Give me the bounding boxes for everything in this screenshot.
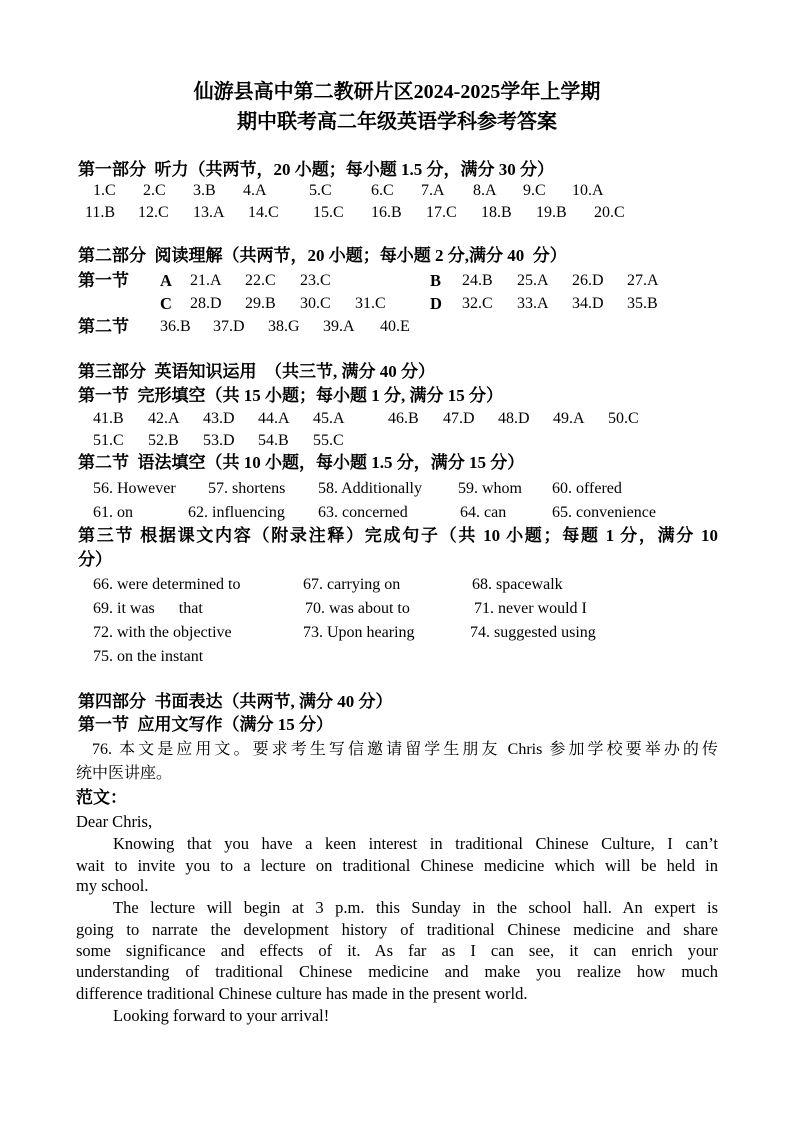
- essay-paragraph-line: The lecture will begin at 3 p.m. this Sunday in the school hall. An expert is: [113, 898, 718, 917]
- answer-item: 28.D: [190, 295, 222, 312]
- part3-section3-row: [0, 575, 794, 595]
- answer-item: 67. carrying on: [303, 576, 401, 593]
- section-label: 第二节: [78, 317, 129, 336]
- part3-section2-row: [0, 479, 794, 499]
- part4-section1-heading: 第一节 应用文写作（满分 15 分）: [78, 715, 333, 734]
- part1-heading: 第一部分 听力（共两节，20 小题；每小题 1.5 分，满分 30 分）: [78, 160, 554, 179]
- part1-answer-row: [0, 181, 794, 201]
- answer-item: 40.E: [380, 318, 410, 335]
- answer-item: 45.A: [313, 410, 345, 427]
- answer-item: 55.C: [313, 432, 344, 449]
- essay-paragraph-line: Knowing that you have a keen interest in traditional Chinese Culture, I can’t: [113, 834, 718, 853]
- answer-item: 17.C: [426, 204, 457, 221]
- answer-item: 13.A: [193, 204, 225, 221]
- answer-item: 57. shortens: [208, 480, 286, 497]
- answer-item: 48.D: [498, 410, 530, 427]
- essay-paragraph-line: some significance and effects of it. As far as I can see, it can enrich your: [76, 941, 718, 960]
- part3-section3-row: [0, 623, 794, 643]
- answer-item: 46.B: [388, 410, 419, 427]
- answer-item: 71. never would I: [474, 600, 587, 617]
- answer-item: 1.C: [93, 182, 116, 199]
- answer-item: 37.D: [213, 318, 245, 335]
- answer-item: 5.C: [309, 182, 332, 199]
- answer-item: 63. concerned: [318, 504, 408, 521]
- task-description-line: 统中医讲座。: [76, 765, 173, 782]
- answer-item: 49.A: [553, 410, 585, 427]
- letter-salutation: Dear Chris,: [76, 812, 153, 831]
- essay-paragraph-line: understanding of traditional Chinese medicine and make you realize how much: [76, 962, 718, 981]
- answer-item: 56. However: [93, 480, 176, 497]
- answer-item: 3.B: [193, 182, 216, 199]
- essay-paragraph-line: going to narrate the development history of traditional Chinese medicine and share: [76, 920, 718, 939]
- answer-item: 8.A: [473, 182, 497, 199]
- answer-item: 51.C: [93, 432, 124, 449]
- part1-answer-row: [0, 203, 794, 223]
- answer-item: 16.B: [371, 204, 402, 221]
- answer-item: 52.B: [148, 432, 179, 449]
- essay-paragraph-line: my school.: [76, 876, 149, 895]
- answer-item: 11.B: [85, 204, 116, 221]
- answer-item: 42.A: [148, 410, 180, 427]
- part2-heading: 第二部分 阅读理解（共两节，20 小题；每小题 2 分,满分 40 分）: [78, 246, 567, 265]
- answer-item: 26.D: [572, 272, 604, 289]
- essay-paragraph-line: difference traditional Chinese culture has made in the present world.: [76, 984, 528, 1003]
- answer-item: 20.C: [594, 204, 625, 221]
- part3-section3-heading: 第三节 根据课文内容（附录注释）完成句子（共 10 小题；每题 1 分，满分 10: [78, 526, 718, 545]
- answer-item: 9.C: [523, 182, 546, 199]
- passage-letter: D: [430, 294, 442, 313]
- answer-item: 19.B: [536, 204, 567, 221]
- answer-item: 72. with the objective: [93, 624, 232, 641]
- answer-item: 47.D: [443, 410, 475, 427]
- part3-section1-row: [0, 431, 794, 451]
- answer-item: 54.B: [258, 432, 289, 449]
- part3-section1-row: [0, 409, 794, 429]
- answer-item: 60. offered: [552, 480, 622, 497]
- answer-item: 29.B: [245, 295, 276, 312]
- part3-section1-heading: 第一节 完形填空（共 15 小题；每小题 1 分, 满分 15 分）: [78, 386, 503, 405]
- answer-item: 6.C: [371, 182, 394, 199]
- sample-essay-label: 范文：: [76, 788, 127, 807]
- passage-letter: C: [160, 294, 172, 313]
- essay-closing-line: Looking forward to your arrival!: [113, 1006, 330, 1025]
- answer-item: 39.A: [323, 318, 355, 335]
- part4-heading: 第四部分 书面表达（共两节, 满分 40 分）: [78, 692, 393, 711]
- answer-item: 44.A: [258, 410, 290, 427]
- part3-section3-heading-continued: 分）: [78, 550, 112, 569]
- answer-item: 33.A: [517, 295, 549, 312]
- part2-section2-row: [0, 317, 794, 337]
- answer-item: 30.C: [300, 295, 331, 312]
- answer-item: 32.C: [462, 295, 493, 312]
- part3-heading: 第三部分 英语知识运用 （共三节, 满分 40 分）: [78, 362, 435, 381]
- answer-item: 50.C: [608, 410, 639, 427]
- answer-item: 35.B: [627, 295, 658, 312]
- answer-item: 21.A: [190, 272, 222, 289]
- answer-item: 14.C: [248, 204, 279, 221]
- answer-item: 68. spacewalk: [472, 576, 563, 593]
- answer-item: 38.G: [268, 318, 300, 335]
- section-label: 第一节: [78, 271, 129, 290]
- answer-item: 61. on: [93, 504, 133, 521]
- answer-item: 24.B: [462, 272, 493, 289]
- answer-item: 10.A: [572, 182, 604, 199]
- answer-item: 65. convenience: [552, 504, 656, 521]
- answer-item: 69. it was that: [93, 600, 203, 617]
- answer-item: 31.C: [355, 295, 386, 312]
- answer-item: 73. Upon hearing: [303, 624, 415, 641]
- part3-section3-row: [0, 599, 794, 619]
- part3-section3-row: [0, 647, 794, 667]
- part3-section2-row: [0, 503, 794, 523]
- answer-item: 62. influencing: [188, 504, 285, 521]
- answer-item: 18.B: [481, 204, 512, 221]
- answer-item: 41.B: [93, 410, 124, 427]
- answer-item: 2.C: [143, 182, 166, 199]
- answer-item: 43.D: [203, 410, 235, 427]
- answer-item: 12.C: [138, 204, 169, 221]
- document-title-line1: 仙游县高中第二教研片区2024-2025学年上学期: [193, 81, 601, 103]
- answer-item: 23.C: [300, 272, 331, 289]
- answer-item: 36.B: [160, 318, 191, 335]
- answer-item: 64. can: [460, 504, 507, 521]
- answer-item: 70. was about to: [305, 600, 410, 617]
- answer-item: 74. suggested using: [470, 624, 596, 641]
- answer-item: 53.D: [203, 432, 235, 449]
- part2-section1-row: [0, 271, 794, 291]
- passage-letter: A: [160, 271, 172, 290]
- answer-item: 75. on the instant: [93, 648, 204, 665]
- passage-letter: B: [430, 271, 442, 290]
- answer-item: 7.A: [421, 182, 445, 199]
- answer-item: 15.C: [313, 204, 344, 221]
- answer-item: 22.C: [245, 272, 276, 289]
- part3-section2-heading: 第二节 语法填空（共 10 小题，每小题 1.5 分，满分 15 分）: [78, 453, 525, 472]
- essay-paragraph-line: wait to invite you to a lecture on traditional Chinese medicine which will be held in: [76, 856, 718, 875]
- answer-item: 34.D: [572, 295, 604, 312]
- answer-item: 4.A: [243, 182, 267, 199]
- part2-section1-row: [0, 294, 794, 314]
- answer-item: 66. were determined to: [93, 576, 241, 593]
- answer-item: 27.A: [627, 272, 659, 289]
- answer-item: 58. Additionally: [318, 480, 422, 497]
- document-title-line2: 期中联考高二年级英语学科参考答案: [237, 111, 557, 133]
- answer-item: 59. whom: [458, 480, 522, 497]
- task-description-line: 76. 本文是应用文。要求考生写信邀请留学生朋友 Chris 参加学校要举办的传: [92, 741, 718, 758]
- answer-item: 25.A: [517, 272, 549, 289]
